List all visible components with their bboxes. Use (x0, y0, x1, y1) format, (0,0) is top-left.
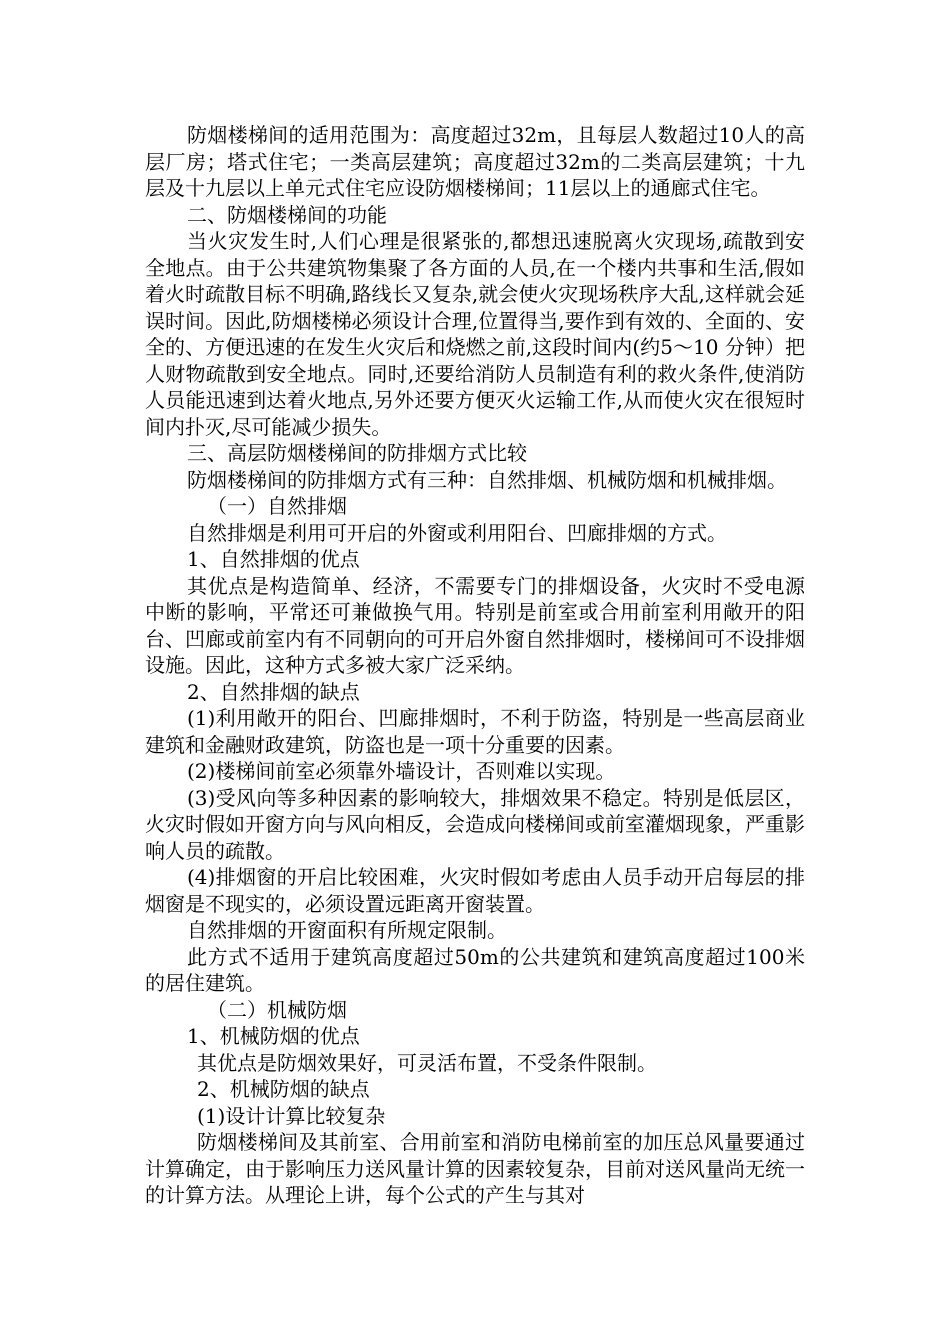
paragraph-disadvantage-2: (2)楼梯间前室必须靠外墙设计，否则难以实现。 (187, 759, 616, 783)
heading-function: 二、防烟楼梯间的功能 (187, 202, 387, 227)
heading-mechanical-disadvantages: 2、机械防烟的缺点 (197, 1077, 370, 1101)
paragraph-disadvantage-1: (1)利用敞开的阳台、凹廊排烟时，不利于防盗，特别是一些高层商业建筑和金融财政建筑，防盗也是一项十分重要的因素。 (145, 706, 805, 757)
paragraph-air-volume: 防烟楼梯间及其前室、合用前室和消防电梯前室的加压总风量要通过计算确定，由于影响压力送风量计算的因素较复杂，目前对送风量尚无统一的计算方法。从理论上讲，每个公式的产生与其对 (145, 1130, 805, 1207)
paragraph-function: 当火灾发生时,人们心理是很紧张的,都想迅速脱离火灾现场,疏散到安全地点。由于公共建筑物集聚了各方面的人员,在一个楼内共事和生活,假如着火时疏散目标不明确,路线长又复杂,就会使火灾现场秩序大乱,这样就会延误时间。因此,防烟楼梯必须设计合理,位置得当,要作到有效的、全面的、安全的、方便迅速的在发生火灾后和烧燃之前,这段时间内(约5～10 分钟）把人财物疏散到安全地点。同时,还要给消防人员制造有利的救火条件,使消防人员能迅速到达着火地点,另外还要方便灭火运输工作,从而使火灾在很短时间内扑灭,尽可能减少损失。 (145, 229, 805, 439)
subheading-mechanical-smoke-prevention: （二）机械防烟 (207, 997, 347, 1022)
document-body (145, 122, 805, 1209)
paragraph-scope: 防烟楼梯间的适用范围为：高度超过32m，且每层人数超过10人的高层厂房；塔式住宅；一类高层建筑；高度超过32m的二类高层建筑；十九层及十九层以上单元式住宅应设防烟楼梯间；11层以上的通廊式住宅。 (145, 123, 805, 200)
paragraph-three-methods: 防烟楼梯间的防排烟方式有三种：自然排烟、机械防烟和机械排烟。 (187, 467, 787, 492)
paragraph-height-limit: 此方式不适用于建筑高度超过50m的公共建筑和建筑高度超过100米的居住建筑。 (145, 944, 805, 995)
paragraph-disadvantage-3: (3)受风向等多种因素的影响较大，排烟效果不稳定。特别是低层区，火灾时假如开窗方向与风向相反，会造成向楼梯间或前室灌烟现象，严重影响人员的疏散。 (145, 785, 805, 863)
heading-mechanical-advantages: 1、机械防烟的优点 (187, 1024, 360, 1048)
subheading-natural-smoke-exhaust: （一）自然排烟 (207, 494, 347, 518)
paragraph-window-area: 自然排烟的开窗面积有所规定限制。 (187, 918, 507, 942)
heading-calculation-complex: (1)设计计算比较复杂 (197, 1103, 386, 1128)
heading-natural-advantages: 1、自然排烟的优点 (187, 547, 360, 571)
paragraph-natural-advantages: 其优点是构造简单、经济，不需要专门的排烟设备，火灾时不受电源中断的影响，平常还可兼做换气用。特别是前室或合用前室利用敞开的阳台、凹廊或前室内有不同朝向的可开启外窗自然排烟时，楼梯间可不设排烟设施。因此，这种方式多被大家广泛采纳。 (145, 573, 805, 677)
heading-comparison: 三、高层防烟楼梯间的防排烟方式比较 (187, 441, 527, 465)
paragraph-disadvantage-4: (4)排烟窗的开启比较困难，火灾时假如考虑由人员手动开启每层的排烟窗是不现实的，必须设置远距离开窗装置。 (145, 865, 805, 916)
paragraph-natural-definition: 自然排烟是利用可开启的外窗或利用阳台、凹廊排烟的方式。 (187, 520, 727, 545)
heading-natural-disadvantages: 2、自然排烟的缺点 (187, 679, 360, 704)
paragraph-mechanical-advantages: 其优点是防烟效果好，可灵活布置，不受条件限制。 (197, 1050, 657, 1075)
